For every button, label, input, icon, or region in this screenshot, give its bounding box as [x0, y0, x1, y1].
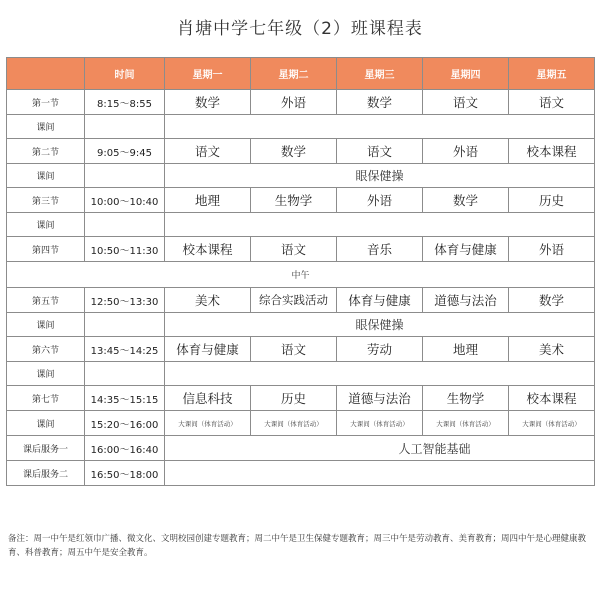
period-time: 16:00～16:40 — [85, 436, 165, 461]
schedule-table — [6, 57, 595, 486]
break-label: 课间 — [7, 313, 85, 337]
subject-cell: 语文 — [251, 337, 337, 362]
subject-cell: 信息科技 — [165, 386, 251, 411]
empty-cell — [85, 362, 165, 386]
break-note — [165, 213, 595, 237]
header-thursday: 星期四 — [423, 58, 509, 90]
activity-cell: 大课间（体育活动） — [165, 411, 251, 436]
table-row — [7, 461, 595, 486]
table-row — [7, 436, 595, 461]
page-title: 肖塘中学七年级（2）班课程表 — [177, 19, 423, 39]
subject-cell: 校本课程 — [509, 386, 595, 411]
table-row — [7, 164, 595, 188]
empty-cell — [85, 164, 165, 188]
table-row — [7, 139, 595, 164]
activity-cell: 大课间（体育活动） — [423, 411, 509, 436]
table-row — [7, 288, 595, 313]
footnote: 备注：周一中午是红领巾广播、微文化、文明校园创建专题教育；周二中午是卫生保健专题教育；周三中午是劳动教育、美育教育；周四中午是心理健康教育、科普教育；周五中午是安全教育。 — [8, 534, 587, 558]
subject-cell: 体育与健康 — [337, 288, 423, 313]
period-time: 8:15～8:55 — [85, 90, 165, 115]
noon-row — [7, 262, 595, 288]
subject-cell: 综合实践活动 — [251, 288, 337, 313]
subject-cell: 外语 — [337, 188, 423, 213]
table-row — [7, 386, 595, 411]
table-row — [7, 115, 595, 139]
subject-cell: 生物学 — [251, 188, 337, 213]
subject-cell: 语文 — [509, 90, 595, 115]
header-tuesday: 星期二 — [251, 58, 337, 90]
break-label: 课间 — [7, 362, 85, 386]
service-label: 课后服务二 — [7, 461, 85, 486]
period-time: 12:50～13:30 — [85, 288, 165, 313]
service-note: 人工智能基础 — [165, 436, 595, 461]
eye-exercise-note: 眼保健操 — [165, 313, 595, 337]
subject-cell: 劳动 — [337, 337, 423, 362]
activity-cell: 大课间（体育活动） — [251, 411, 337, 436]
period-label: 第五节 — [7, 288, 85, 313]
break-label: 课间 — [7, 213, 85, 237]
period-time: 13:45～14:25 — [85, 337, 165, 362]
subject-cell: 生物学 — [423, 386, 509, 411]
header-wednesday: 星期三 — [337, 58, 423, 90]
service-label: 课后服务一 — [7, 436, 85, 461]
header-monday: 星期一 — [165, 58, 251, 90]
subject-cell: 数学 — [509, 288, 595, 313]
period-label: 第一节 — [7, 90, 85, 115]
header-time: 时间 — [85, 58, 165, 90]
break-label: 课间 — [7, 115, 85, 139]
subject-cell: 语文 — [423, 90, 509, 115]
subject-cell: 外语 — [423, 139, 509, 164]
subject-cell: 历史 — [509, 188, 595, 213]
activity-cell: 大课间（体育活动） — [509, 411, 595, 436]
subject-cell: 地理 — [165, 188, 251, 213]
break-note — [165, 362, 595, 386]
period-time: 10:00～10:40 — [85, 188, 165, 213]
subject-cell: 语文 — [337, 139, 423, 164]
period-time: 16:50～18:00 — [85, 461, 165, 486]
subject-cell: 数学 — [423, 188, 509, 213]
subject-cell: 道德与法治 — [337, 386, 423, 411]
subject-cell: 数学 — [251, 139, 337, 164]
subject-cell: 地理 — [423, 337, 509, 362]
subject-cell: 数学 — [337, 90, 423, 115]
subject-cell: 音乐 — [337, 237, 423, 262]
period-time: 9:05～9:45 — [85, 139, 165, 164]
header-friday: 星期五 — [509, 58, 595, 90]
eye-exercise-note: 眼保健操 — [165, 164, 595, 188]
table-row — [7, 90, 595, 115]
table-row — [7, 411, 595, 436]
period-time: 15:20～16:00 — [85, 411, 165, 436]
period-time: 14:35～15:15 — [85, 386, 165, 411]
empty-cell — [85, 313, 165, 337]
subject-cell: 语文 — [251, 237, 337, 262]
break-label: 课间 — [7, 411, 85, 436]
subject-cell: 体育与健康 — [165, 337, 251, 362]
empty-cell — [85, 115, 165, 139]
subject-cell: 美术 — [509, 337, 595, 362]
service-note — [165, 461, 595, 486]
empty-cell — [85, 213, 165, 237]
table-row — [7, 188, 595, 213]
table-row — [7, 337, 595, 362]
subject-cell: 历史 — [251, 386, 337, 411]
break-note — [165, 115, 595, 139]
table-row — [7, 237, 595, 262]
noon-label: 中午 — [7, 262, 595, 288]
subject-cell: 校本课程 — [165, 237, 251, 262]
period-label: 第四节 — [7, 237, 85, 262]
activity-cell: 大课间（体育活动） — [337, 411, 423, 436]
table-row — [7, 362, 595, 386]
period-time: 10:50～11:30 — [85, 237, 165, 262]
subject-cell: 美术 — [165, 288, 251, 313]
subject-cell: 外语 — [251, 90, 337, 115]
subject-cell: 数学 — [165, 90, 251, 115]
header-row — [7, 58, 595, 90]
table-row — [7, 213, 595, 237]
subject-cell: 校本课程 — [509, 139, 595, 164]
subject-cell: 体育与健康 — [423, 237, 509, 262]
header-blank-cell — [7, 58, 85, 90]
subject-cell: 道德与法治 — [423, 288, 509, 313]
period-label: 第二节 — [7, 139, 85, 164]
period-label: 第三节 — [7, 188, 85, 213]
period-label: 第六节 — [7, 337, 85, 362]
subject-cell: 外语 — [509, 237, 595, 262]
break-label: 课间 — [7, 164, 85, 188]
period-label: 第七节 — [7, 386, 85, 411]
subject-cell: 语文 — [165, 139, 251, 164]
table-row — [7, 313, 595, 337]
